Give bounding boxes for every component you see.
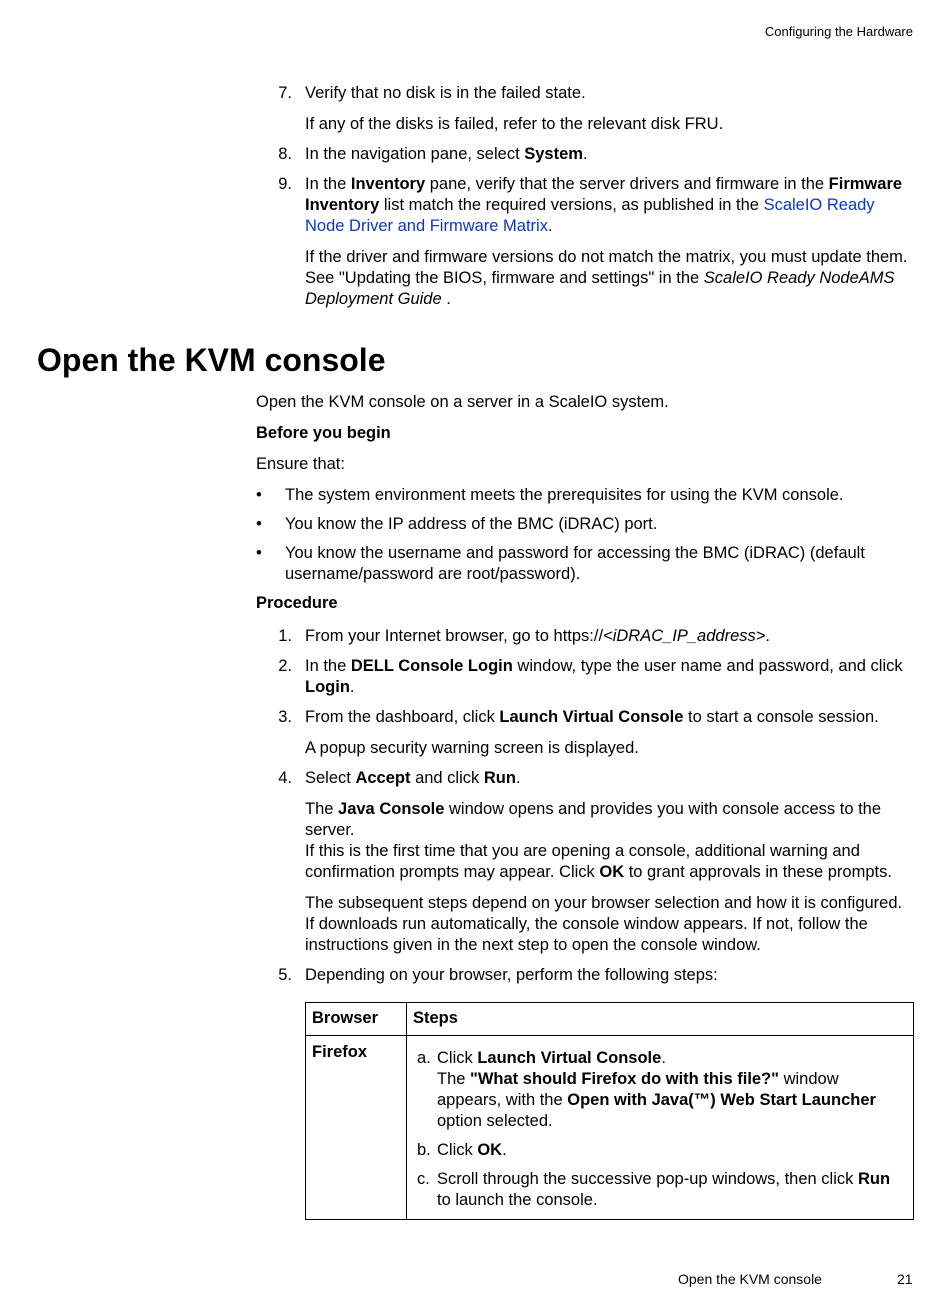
ui-term: Launch Virtual Console	[477, 1049, 662, 1067]
ui-term: DELL Console Login	[350, 657, 513, 675]
ui-term: Run	[857, 1170, 891, 1188]
step-number: 3.	[278, 708, 292, 726]
text-run: In the navigation pane, select	[305, 145, 525, 163]
text-run: The	[437, 1070, 471, 1088]
step-7	[268, 83, 913, 135]
before-you-begin-heading	[256, 423, 916, 444]
text-run: window appears, with the	[437, 1070, 839, 1109]
text-run: If this is the first time that you are opening a console, additional warning and confirmation prompts may appear. Click	[305, 842, 860, 881]
ui-term: System	[524, 145, 583, 163]
step-8	[268, 144, 913, 165]
running-header: Configuring the Hardware	[764, 24, 913, 39]
text-run: The	[305, 800, 339, 818]
ui-term: OK	[599, 863, 625, 881]
firefox-substeps	[413, 1048, 907, 1211]
step-text	[305, 174, 913, 237]
text-run: .	[441, 290, 451, 308]
subheading: Before you begin	[256, 424, 391, 442]
procedure-heading	[256, 593, 916, 614]
table-header-row	[306, 1003, 914, 1036]
step-text	[305, 656, 913, 698]
text-run: Select	[305, 769, 356, 787]
text-run: option selected.	[437, 1112, 553, 1130]
text-run: Click	[437, 1141, 478, 1159]
substep-b	[413, 1140, 907, 1161]
doc-title: ScaleIO Ready NodeAMS Deployment Guide	[305, 269, 895, 308]
procedure-step-list	[268, 626, 913, 1229]
section-intro: Open the KVM console on a server in a ScaleIO system.	[256, 393, 669, 411]
step-text	[305, 626, 913, 647]
step-number: 1.	[278, 627, 292, 645]
step-number: 2.	[278, 657, 292, 675]
step-note: The subsequent steps depend on your browser selection and how it is configured. If downloads run automatically, the console window appears. If not, follow the instructions given in the next step to open the console window.	[305, 894, 903, 954]
list-item	[256, 514, 916, 535]
list-item	[256, 485, 916, 506]
browser-cell: Firefox	[306, 1036, 407, 1220]
text-run: If the driver and firmware versions do not match the matrix, you must update them. See "Updating the BIOS, firmware and settings" in the	[305, 248, 908, 287]
text-run: .	[502, 1141, 507, 1159]
step-text	[305, 144, 913, 165]
table-row	[306, 1036, 914, 1220]
section-heading: Open the KVM console	[37, 342, 386, 378]
step-number: 5.	[278, 966, 292, 984]
step-1	[268, 626, 913, 647]
step-text	[305, 768, 913, 789]
bullet-icon: •	[256, 544, 262, 562]
step-5	[268, 965, 913, 1220]
text-run: window opens and provides you with console access to the server.	[305, 800, 882, 839]
text-run: pane, verify that the server drivers and firmware in the	[425, 175, 829, 193]
step-note: A popup security warning screen is displayed.	[305, 739, 639, 757]
step-number: 9.	[278, 175, 292, 193]
section-body	[256, 392, 916, 624]
substep-letter: b.	[417, 1141, 431, 1159]
driver-matrix-link[interactable]: ScaleIO Ready Node Driver and Firmware Matrix	[305, 196, 875, 235]
column-header-steps: Steps	[407, 1003, 914, 1036]
ui-term: Java Console	[338, 800, 445, 818]
list-item-text: You know the IP address of the BMC (iDRAC) port.	[285, 515, 658, 533]
text-run: list match the required versions, as published in the	[379, 196, 764, 214]
text-run: In the	[305, 657, 351, 675]
ensure-text: Ensure that:	[256, 455, 345, 473]
ui-term: Accept	[355, 769, 411, 787]
list-item	[256, 543, 916, 585]
step-text: Depending on your browser, perform the following steps:	[305, 966, 718, 984]
ui-term: Launch Virtual Console	[499, 708, 684, 726]
column-header-browser: Browser	[306, 1003, 407, 1036]
substep-c	[413, 1169, 907, 1211]
footer-title: Open the KVM console	[678, 1271, 822, 1287]
text-run: .	[661, 1049, 666, 1067]
substep-letter: c.	[417, 1170, 430, 1188]
page-number: 21	[897, 1271, 913, 1287]
subheading: Procedure	[256, 594, 338, 612]
text-run: In the	[305, 175, 351, 193]
text-run: to launch the console.	[437, 1191, 598, 1209]
text-run: .	[515, 769, 521, 787]
text-run: .	[349, 678, 355, 696]
text-run: and click	[410, 769, 484, 787]
ui-term: OK	[477, 1141, 503, 1159]
prerequisite-list	[256, 485, 916, 585]
bullet-icon: •	[256, 515, 262, 533]
step-3	[268, 707, 913, 759]
step-number: 4.	[278, 769, 292, 787]
substep-letter: a.	[417, 1049, 431, 1067]
step-text	[305, 707, 913, 728]
step-note: If any of the disks is failed, refer to the relevant disk FRU.	[305, 115, 724, 133]
ui-term: Inventory	[350, 175, 426, 193]
list-item-text: You know the username and password for accessing the BMC (iDRAC) (default username/password are root/password).	[285, 544, 865, 583]
ui-term: Firmware Inventory	[305, 175, 903, 214]
placeholder-text: <iDRAC_IP_address>	[603, 627, 766, 645]
text-run: From your Internet browser, go to https://	[305, 627, 604, 645]
steps-cell	[407, 1036, 914, 1220]
text-run: to start a console session.	[683, 708, 879, 726]
text-run: to grant approvals in these prompts.	[624, 863, 892, 881]
text-run: From the dashboard, click	[305, 708, 500, 726]
text-run: .	[547, 217, 553, 235]
ui-term: Run	[483, 769, 516, 787]
step-2	[268, 656, 913, 698]
text-run: Scroll through the successive pop-up windows, then click	[437, 1170, 858, 1188]
substep-a	[413, 1048, 907, 1132]
text-run: window, type the user name and password, and click	[512, 657, 903, 675]
step-9	[268, 174, 913, 310]
text-run: Click	[437, 1049, 478, 1067]
step-note	[305, 247, 913, 310]
text-run: .	[582, 145, 588, 163]
step-text: Verify that no disk is in the failed state.	[305, 84, 586, 102]
step-4	[268, 768, 913, 956]
list-item-text: The system environment meets the prerequisites for using the KVM console.	[285, 486, 844, 504]
continued-step-list	[268, 83, 913, 319]
ui-term: "What should Firefox do with this file?"	[470, 1070, 779, 1088]
ui-term: Login	[305, 678, 350, 696]
browser-steps-table	[305, 1002, 914, 1220]
bullet-icon: •	[256, 486, 262, 504]
step-number: 8.	[278, 145, 292, 163]
step-note	[305, 799, 913, 883]
step-number: 7.	[278, 84, 292, 102]
ui-term: Open with Java(™) Web Start Launcher	[567, 1091, 876, 1109]
text-run: .	[765, 627, 770, 645]
